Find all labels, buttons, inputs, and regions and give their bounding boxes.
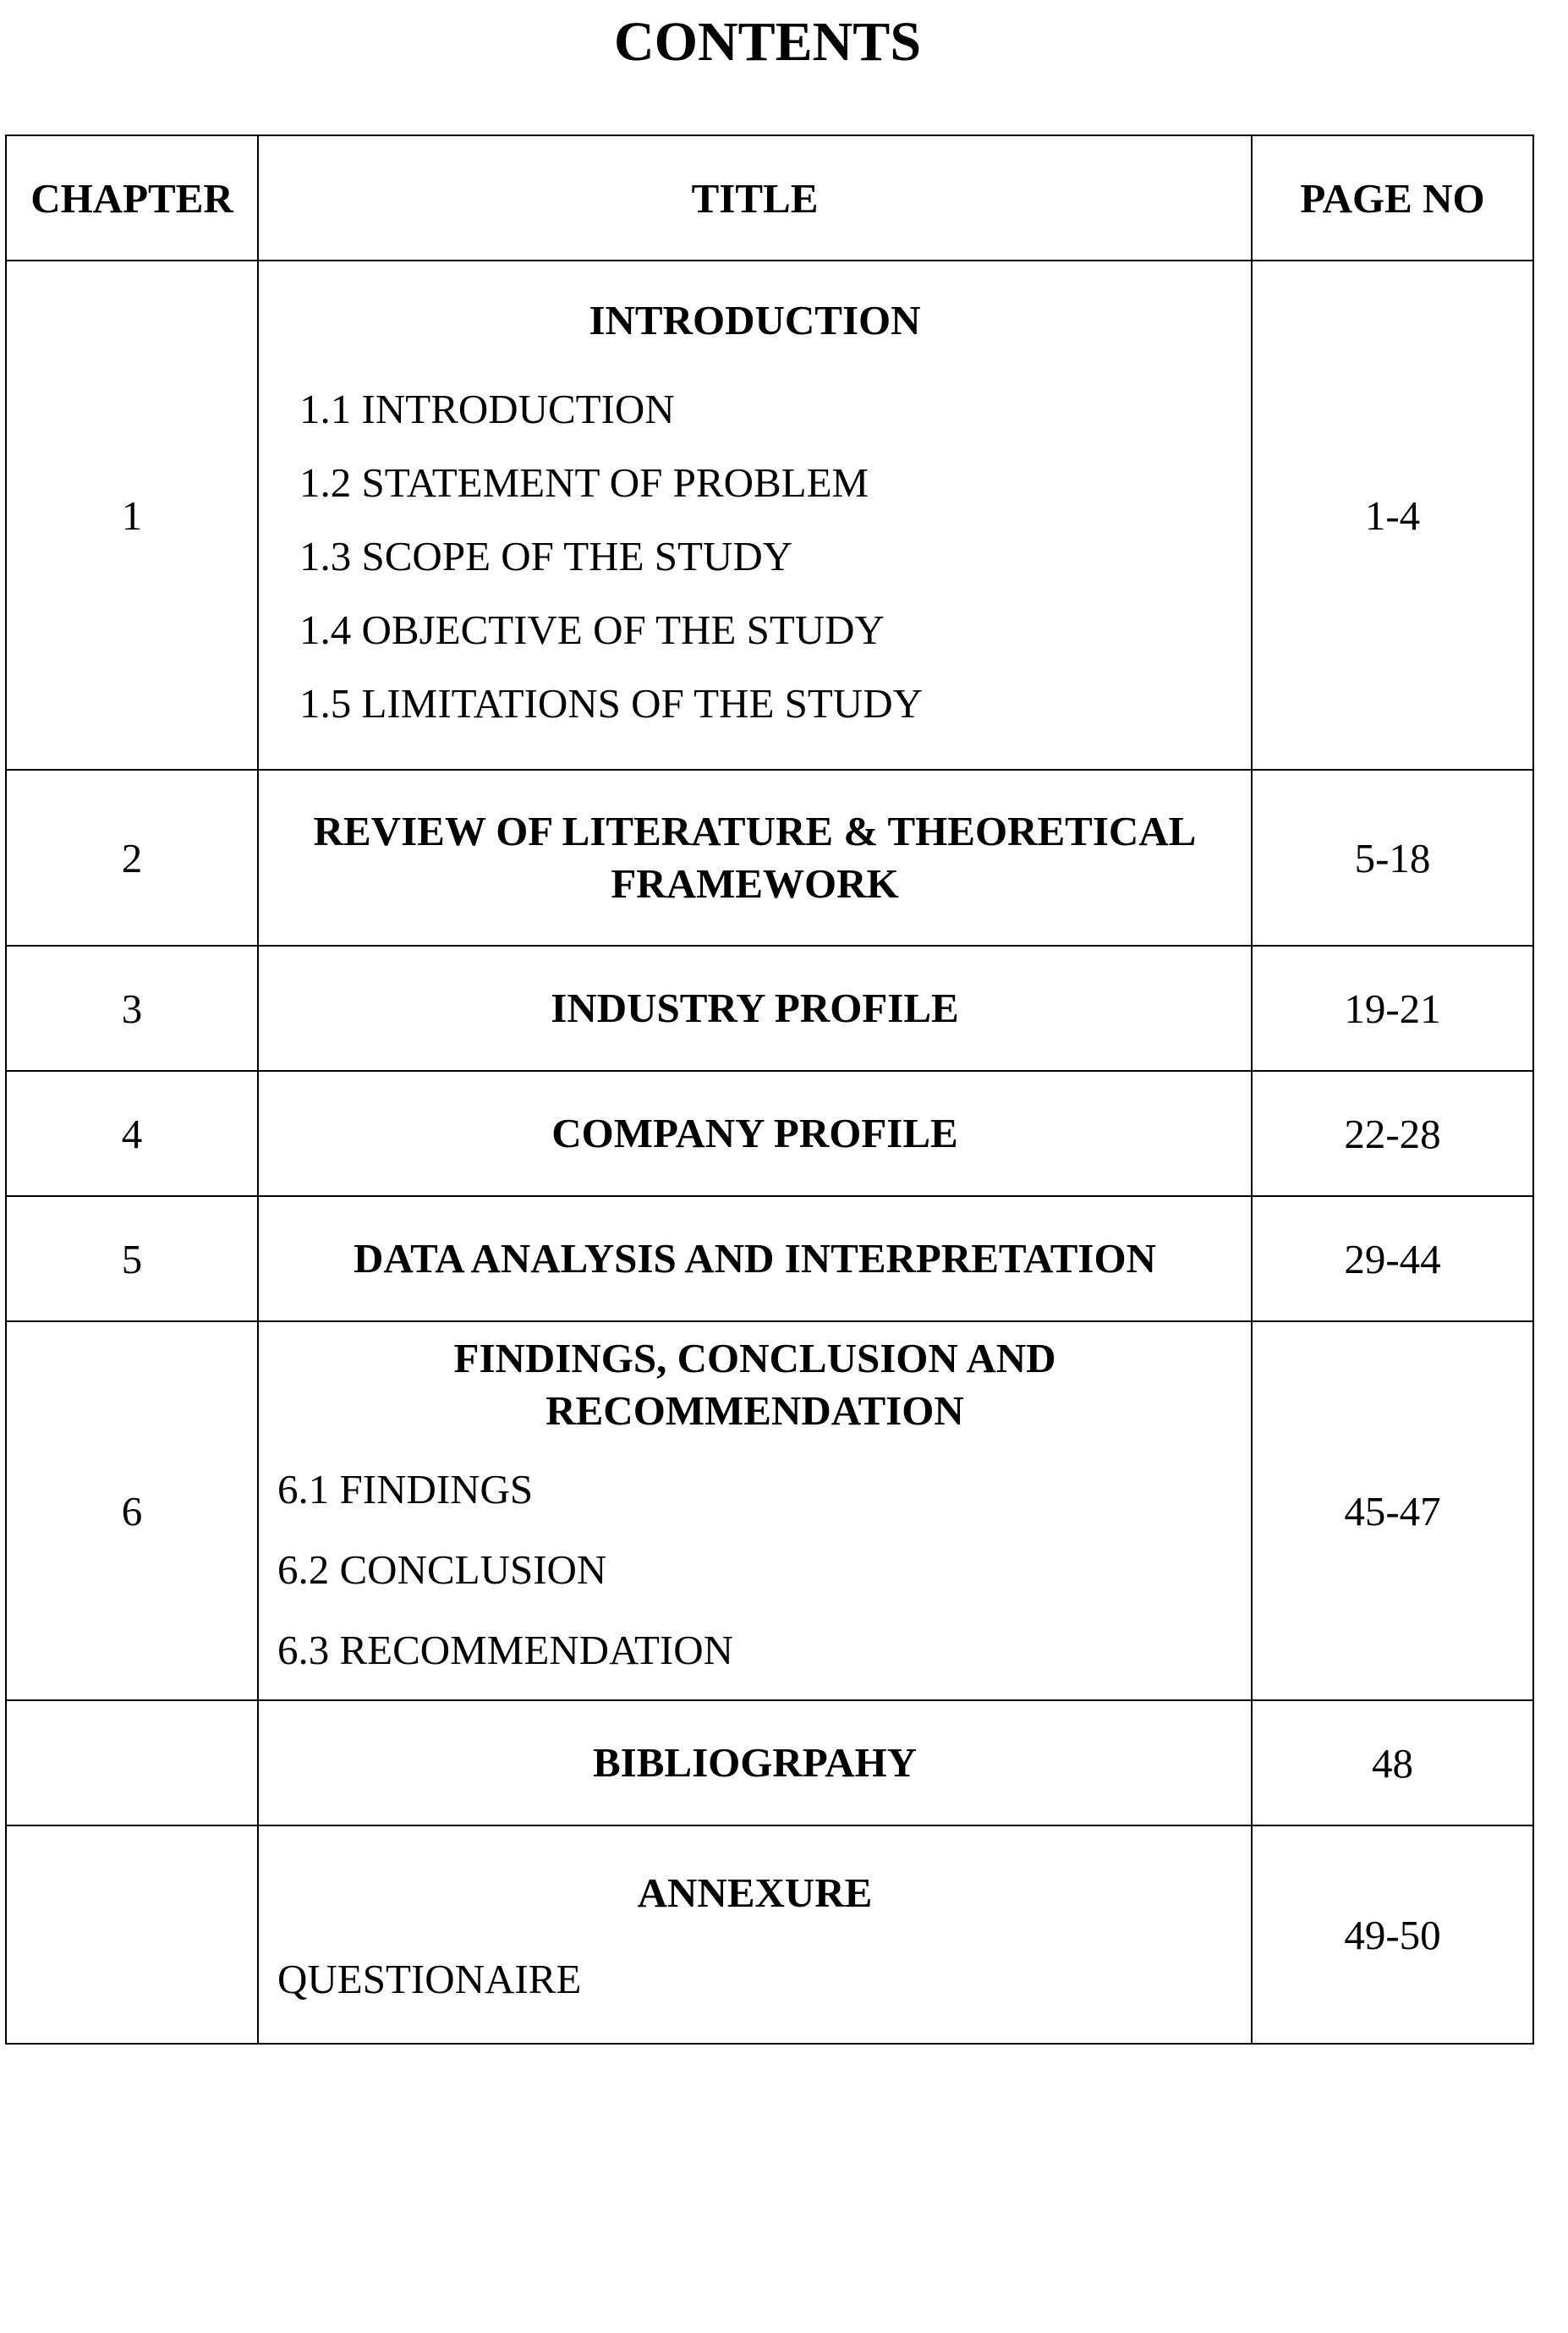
- chapter-title-cell: [258, 1071, 1252, 1196]
- page-range: 45-47: [1252, 1321, 1533, 1700]
- section-list: [259, 1449, 1251, 1690]
- chapter-title-line: FRAMEWORK: [611, 860, 899, 907]
- section-item: 6.3 RECOMMENDATION: [277, 1626, 733, 1673]
- chapter-title: COMPANY PROFILE: [551, 1110, 958, 1156]
- chapter-title-cell: [258, 1825, 1252, 2044]
- chapter-title: ANNEXURE: [637, 1869, 873, 1916]
- table-row: [6, 1196, 1533, 1321]
- chapter-title-line: RECOMMENDATION: [546, 1386, 964, 1434]
- chapter-title-line: FINDINGS, CONCLUSION AND: [453, 1334, 1056, 1381]
- chapter-title-cell: [258, 1196, 1252, 1321]
- chapter-title-cell: [258, 1321, 1252, 1700]
- page-range: 29-44: [1252, 1196, 1533, 1321]
- chapter-title-cell: [258, 770, 1252, 946]
- table-row: [6, 1321, 1533, 1700]
- chapter-number: 3: [6, 946, 258, 1071]
- page-range: 5-18: [1252, 770, 1533, 946]
- section-item: 1.4 OBJECTIVE OF THE STUDY: [299, 606, 885, 653]
- section-item: 1.5 LIMITATIONS OF THE STUDY: [299, 679, 923, 727]
- table-row: [6, 261, 1533, 770]
- contents-table: [5, 134, 1534, 2045]
- chapter-title-cell: [258, 946, 1252, 1071]
- title-column-header: TITLE: [258, 135, 1252, 261]
- chapter-number: 6: [6, 1321, 258, 1700]
- table-row: [6, 1700, 1533, 1825]
- chapter-title-line: REVIEW OF LITERATURE & THEORETICAL: [313, 808, 1197, 854]
- section-item: 1.1 INTRODUCTION: [299, 385, 675, 432]
- chapter-title: BIBLIOGRPAHY: [593, 1739, 917, 1786]
- table-row: [6, 946, 1533, 1071]
- page-range: 22-28: [1252, 1071, 1533, 1196]
- page-range: 1-4: [1252, 261, 1533, 770]
- chapter-title-cell: [258, 261, 1252, 770]
- table-row: [6, 770, 1533, 946]
- section-list: [259, 372, 1251, 740]
- chapter-title: INDUSTRY PROFILE: [551, 985, 959, 1031]
- chapter-title: DATA ANALYSIS AND INTERPRETATION: [354, 1235, 1156, 1282]
- chapter-number: 5: [6, 1196, 258, 1321]
- table-row: [6, 1071, 1533, 1196]
- chapter-title-cell: [258, 1700, 1252, 1825]
- chapter-number: 4: [6, 1071, 258, 1196]
- table-header-row: [6, 135, 1533, 261]
- page-column-header: PAGE NO: [1252, 135, 1533, 261]
- chapter-number: [6, 1700, 258, 1825]
- section-item: QUESTIONAIRE: [277, 1956, 582, 2002]
- section-item: 1.2 STATEMENT OF PROBLEM: [299, 458, 869, 506]
- chapter-number: 1: [6, 261, 258, 770]
- chapter-column-header: CHAPTER: [6, 135, 258, 261]
- chapter-number: [6, 1825, 258, 2044]
- page-range: 49-50: [1252, 1825, 1533, 2044]
- page-title: CONTENTS: [613, 11, 922, 73]
- section-item: 6.2 CONCLUSION: [277, 1545, 607, 1593]
- chapter-number: 2: [6, 770, 258, 946]
- section-item: 1.3 SCOPE OF THE STUDY: [299, 532, 793, 579]
- section-list: [259, 1953, 1251, 2006]
- table-row: [6, 1825, 1533, 2044]
- page-range: 48: [1252, 1700, 1533, 1825]
- page-range: 19-21: [1252, 946, 1533, 1071]
- chapter-title: INTRODUCTION: [589, 296, 921, 343]
- section-item: 6.1 FINDINGS: [277, 1465, 534, 1512]
